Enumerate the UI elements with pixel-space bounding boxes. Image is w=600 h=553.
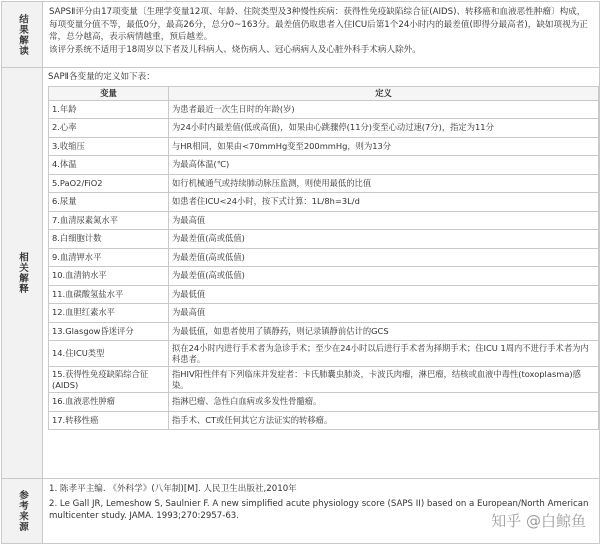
definition-cell: 指淋巴瘤、急性白血病或多发性骨髓瘤。 — [169, 393, 599, 412]
related-label: 相关解释 — [17, 252, 28, 294]
variable-cell: 5.PaO2/FiO2 — [49, 174, 169, 193]
variable-cell: 7.血清尿素氮水平 — [49, 211, 169, 230]
variable-cell: 12.血胆红素水平 — [49, 304, 169, 323]
variable-cell: 1.年龄 — [49, 100, 169, 119]
definition-cell: 为24小时内最差值(低或高值)，如果由心跳骤停(11分)变至心动过速(7分)，指定为11分 — [169, 119, 599, 138]
variable-cell: 14.住ICU类型 — [49, 341, 169, 367]
definition-cell: 为患者最近一次生日时的年龄(岁) — [169, 100, 599, 119]
definition-cell: 为最低值 — [169, 285, 599, 304]
variable-cell: 2.心率 — [49, 119, 169, 138]
variable-cell: 11.血碳酸氢盐水平 — [49, 285, 169, 304]
definition-cell: 与HR相同，如果由<70mmHg变至200mmHg，则为13分 — [169, 137, 599, 156]
definition-row — [49, 193, 599, 212]
definition-cell: 为最差值(高或低值) — [169, 267, 599, 286]
variable-cell: 6.尿量 — [49, 193, 169, 212]
definition-row — [49, 367, 599, 393]
reference-item: 2. Le Gall JR, Lemeshow S, Saulnier F. A new simplified acute physiology score (SAPS II) based on a European/North American multicenter study. JAMA. 1993;270:2957-63. — [49, 498, 589, 521]
definition-cell: 为最差值(高或低值) — [169, 248, 599, 267]
results-row — [2, 2, 599, 68]
definitions-body — [49, 100, 599, 430]
definition-row — [49, 322, 599, 341]
definition-row — [49, 100, 599, 119]
definition-cell: 为最差值(高或低值) — [169, 230, 599, 249]
definition-row — [49, 304, 599, 323]
references-label-cell — [2, 479, 43, 543]
definition-cell: 为最高值 — [169, 211, 599, 230]
variable-cell: 17.转移性癌 — [49, 411, 169, 430]
definition-row — [49, 411, 599, 430]
definition-row — [49, 248, 599, 267]
header-definition: 定义 — [169, 86, 599, 100]
definition-cell: 如行机械通气或持续肺动脉压监测，则使用最低的比值 — [169, 174, 599, 193]
watermark — [491, 510, 586, 531]
definition-cell: 为最低值，如患者使用了镇静药，则记录镇静前估计的GCS — [169, 322, 599, 341]
definition-row — [49, 119, 599, 138]
info-table — [1, 1, 600, 544]
related-row — [2, 68, 599, 479]
definition-cell: 为最高值 — [169, 304, 599, 323]
related-intro: SAPⅡ各变量的定义如下表： — [48, 72, 155, 82]
results-text: SAPSⅡ评分由17项变量〔生理学变量12项、年龄、住院类型及3种慢性疾病：获得性免疫缺陷综合征(AIDS)、转移癌和血液恶性肿瘤〕构成，每项变量分值不等，最低0分，最高26分，总分0~163分。最差值仍取患者入住ICU后第1个24小时内的最差值(即得分最高者)，缺如项视为正常，总分越高，表示病情越重，预后越差。 该评分系统不适用于18周岁以下者及儿科病人、烧伤病人、冠心病病人及心脏外科手术病人除外。 — [49, 7, 588, 55]
definition-row — [49, 285, 599, 304]
definition-row — [49, 211, 599, 230]
definition-row — [49, 393, 599, 412]
definition-cell: 如患者住ICU<24小时，按下式计算：1L/8h=3L/d — [169, 193, 599, 212]
watermark-text: 知乎 @白鲸鱼 — [491, 512, 586, 530]
definition-row — [49, 156, 599, 175]
definitions-table — [48, 86, 599, 431]
variable-cell: 4.体温 — [49, 156, 169, 175]
definition-row — [49, 174, 599, 193]
related-content — [43, 68, 600, 478]
results-label-cell — [2, 2, 43, 67]
definitions-header-row — [49, 86, 599, 100]
variable-cell: 9.血清钾水平 — [49, 248, 169, 267]
definition-cell: 拟在24小时内进行手术者为急诊手术；至少在24小时以后进行手术者为择期手术；住ICU 1周内不进行手术者为内科患者。 — [169, 341, 599, 367]
definition-row — [49, 230, 599, 249]
variable-cell: 16.血液恶性肿瘤 — [49, 393, 169, 412]
variable-cell: 3.收缩压 — [49, 137, 169, 156]
definition-row — [49, 267, 599, 286]
variable-cell: 8.白细胞计数 — [49, 230, 169, 249]
definition-cell: 为最高体温(℃) — [169, 156, 599, 175]
references-label: 参考来源 — [17, 490, 28, 532]
definition-row — [49, 137, 599, 156]
definition-cell: 指手术、CT或任何其它方法证实的转移瘤。 — [169, 411, 599, 430]
definition-row — [49, 341, 599, 367]
related-label-cell — [2, 68, 43, 478]
variable-cell: 15.获得性免疫缺陷综合征(AIDS) — [49, 367, 169, 393]
definition-cell: 指HIV阳性伴有下列临床并发症者：卡氏肺囊虫肺炎，卡波氏肉瘤，淋巴瘤，结核或血液中毒性(toxoplasma)感染。 — [169, 367, 599, 393]
variable-cell: 10.血清钠水平 — [49, 267, 169, 286]
reference-item: 1. 陈孝平主编. 《外科学》(八年制)[M]. 人民卫生出版社,2010年 — [49, 484, 297, 494]
results-label: 结果解读 — [17, 13, 28, 56]
header-variable: 变量 — [49, 86, 169, 100]
variable-cell: 13.Glasgow昏迷评分 — [49, 322, 169, 341]
